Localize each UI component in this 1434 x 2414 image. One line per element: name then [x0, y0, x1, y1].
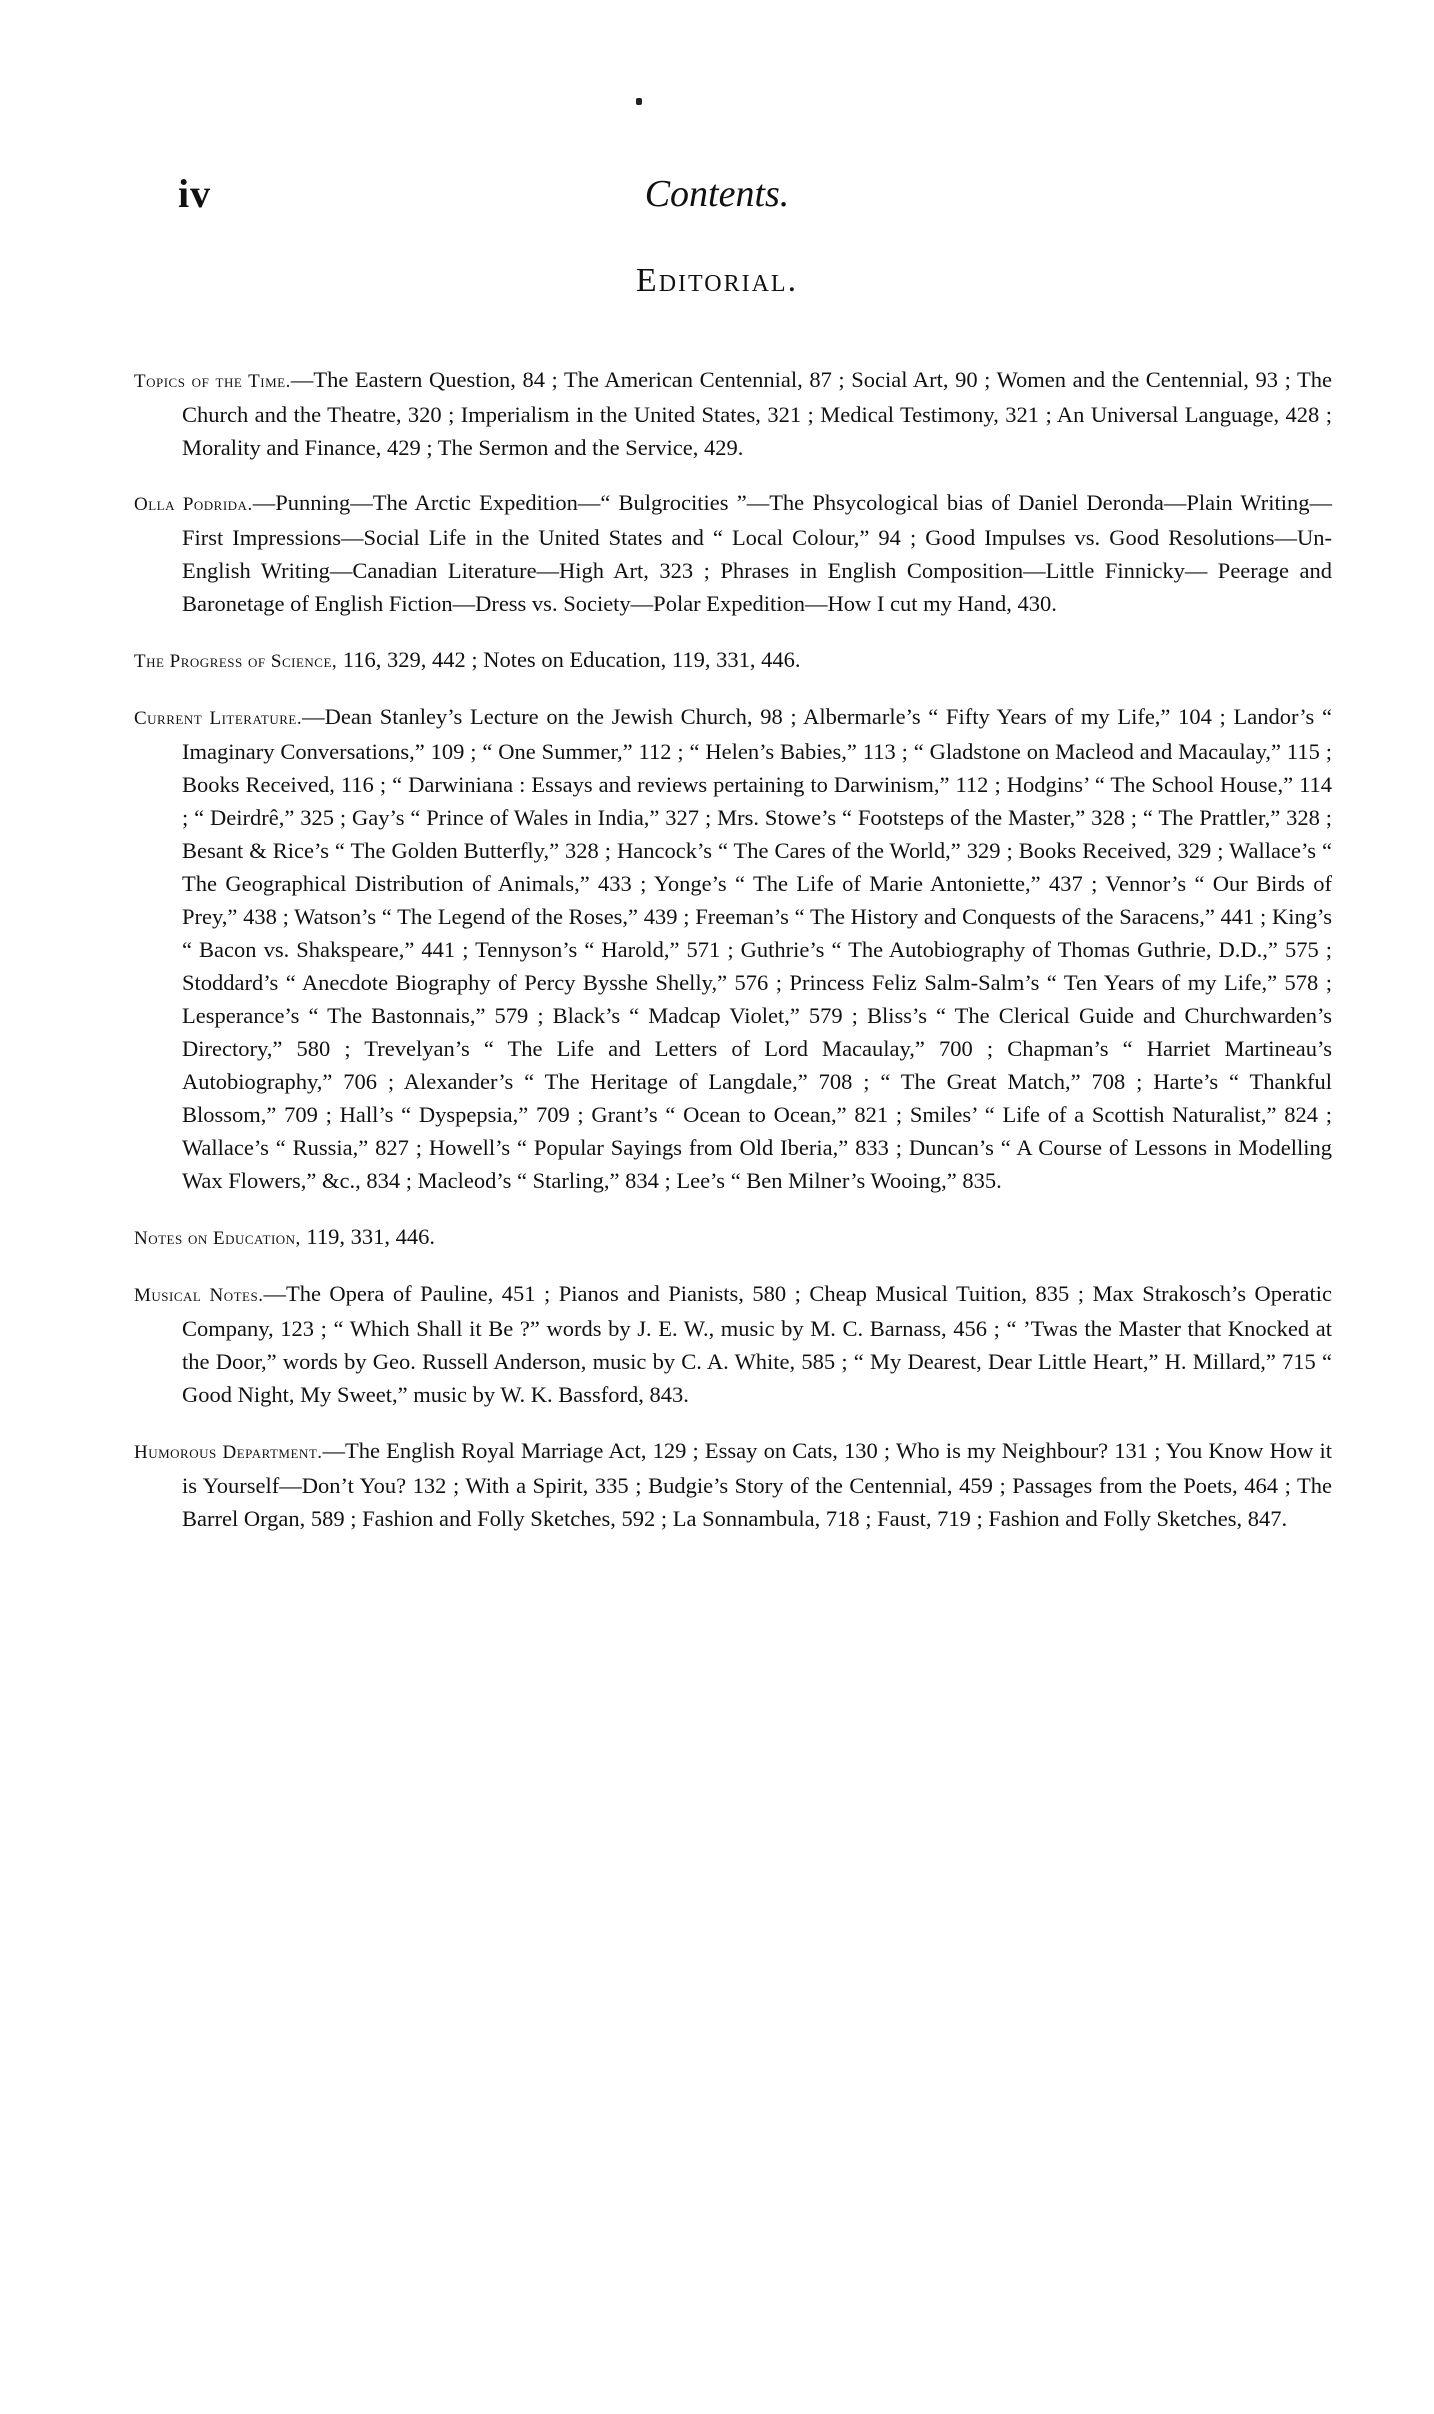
- entry-text: —The English Royal Marriage Act, 129 ; Essay on Cats, 130 ; Who is my Neighbour? 131 ; You Know How it is Yourself—Don’t You? 132 ; With a Spirit, 335 ; Budgie’s Story of the Centennial, 459 ; Passages from the Poets, 464 ; The Barrel Organ, 589 ; Fashion and Folly Sketches, 592 ; La Sonnambula, 718 ; Faust, 719 ; Fashion and Folly Sketches, 847.: [182, 1437, 1332, 1531]
- entry-text: —Dean Stanley’s Lecture on the Jewish Church, 98 ; Albermarle’s “ Fifty Years of my Life,” 104 ; Landor’s “ Imaginary Conversations,” 109 ; “ One Summer,” 112 ; “ Helen’s Babies,” 113 ; “ Gladstone on Macleod and Macaulay,” 115 ; Books Received, 116 ; “ Darwiniana : Essays and reviews pertaining to Darwinism,” 112 ; Hodgins’ “ The School House,” 114 ; “ Deirdrê,” 325 ; Gay’s “ Prince of Wales in India,” 327 ; Mrs. Stowe’s “ Footsteps of the Master,” 328 ; “ The Prattler,” 328 ; Besant & Rice’s “ The Golden Butterfly,” 328 ; Hancock’s “ The Cares of the World,” 329 ; Books Received, 329 ; Wallace’s “ The Geographical Distribution of Animals,” 433 ; Yonge’s “ The Life of Marie Antoniette,” 437 ; Vennor’s “ Our Birds of Prey,” 438 ; Watson’s “ The Legend of the Roses,” 439 ; Freeman’s “ The History and Conquests of the Saracens,” 441 ; King’s “ Bacon vs. Shakspeare,” 441 ; Tennyson’s “ Harold,” 571 ; Guthrie’s “ The Autobiography of Thomas Guthrie, D.D.,” 575 ; Stoddard’s “ Anecdote Biography of Percy Bysshe Shelly,” 576 ; Princess Feliz Salm-Salm’s “ Ten Years of my Life,” 578 ; Lesperance’s “ The Bastonnais,” 579 ; Black’s “ Madcap Violet,” 579 ; Bliss’s “ The Clerical Guide and Churchwarden’s Directory,” 580 ; Trevelyan’s “ The Life and Letters of Lord Macaulay,” 700 ; Chapman’s “ Harriet Martineau’s Autobiography,” 706 ; Alexander’s “ The Heritage of Langdale,” 708 ; “ The Great Match,” 708 ; Harte’s “ Thankful Blossom,” 709 ; Hall’s “ Dyspepsia,” 709 ; Grant’s “ Ocean to Ocean,” 821 ; Smiles’ “ Life of a Scottish Naturalist,” 824 ; Wallace’s “ Russia,” 827 ; Howell’s “ Popular Sayings from Old Iberia,” 833 ; Duncan’s “ A Course of Lessons in Modelling Wax Flowers,” &c., 834 ; Macleod’s “ Starling,” 834 ; Lee’s “ Ben Milner’s Wooing,” 835.: [182, 704, 1332, 1193]
- entry-heading: Olla Podrida.: [134, 494, 253, 515]
- entry-text: —The Opera of Pauline, 451 ; Pianos and Pianists, 580 ; Cheap Musical Tuition, 835 ; Max Strakosch’s Operatic Company, 123 ; “ Which Shall it Be ?” words by J. E. W., music by M. C. Barnass, 456 ; “ ’Twas the Master that Knocked at the Door,” words by Geo. Russell Anderson, music by C. A. White, 585 ; “ My Dearest, Dear Little Heart,” H. Millard,” 715 “ Good Night, My Sweet,” music by W. K. Bassford, 843.: [182, 1281, 1333, 1407]
- entry-heading: Musical Notes.: [134, 1285, 264, 1306]
- entry-text: —Punning—The Arctic Expedition—“ Bulgrocities ”—The Phsycological bias of Daniel Deronda—Plain Writing—First Impressions—Social Life in the United States and “ Local Colour,” 94 ; Good Impulses vs. Good Resolutions—Un-English Writing—Canadian Literature—High Art, 323 ; Phrases in English Composition—Little Finnicky— Peerage and Baronetage of English Fiction—Dress vs. Society—Polar Expedition—How I cut my Hand, 430.: [182, 490, 1332, 616]
- entry-heading: Humorous Department.: [134, 1441, 323, 1463]
- section-heading: Editorial.: [635, 262, 799, 299]
- entry-heading: Topics of the Time.: [134, 370, 291, 392]
- contents-entry-olla-podrida: [134, 486, 1332, 620]
- entry-text: 119, 331, 446.: [300, 1223, 435, 1249]
- entry-text: —The Eastern Question, 84 ; The American Centennial, 87 ; Social Art, 90 ; Women and the Centennial, 93 ; The Church and the Theatre, 320 ; Imperialism in the United States, 321 ; Medical Testimony, 321 ; An Universal Language, 428 ; Morality and Finance, 429 ; The Sermon and the Service, 429.: [182, 366, 1333, 460]
- contents-entry-notes-on-education: [134, 1220, 1332, 1255]
- printing-mark: [636, 98, 642, 105]
- entry-heading: Current Literature.: [134, 708, 303, 729]
- running-title: Contents.: [644, 173, 790, 215]
- entry-text: 116, 329, 442 ; Notes on Education, 119, 331, 446.: [337, 646, 801, 672]
- page-number: iv: [178, 171, 212, 216]
- contents-entry-humorous-department: [134, 1434, 1332, 1535]
- entry-heading: Notes on Education,: [134, 1227, 301, 1249]
- contents-entry-musical-notes: [134, 1277, 1332, 1411]
- contents-entry-progress-of-science: [134, 643, 1332, 678]
- contents-list: [134, 340, 1332, 1544]
- contents-entry-topics-of-the-time: [134, 363, 1332, 464]
- contents-entry-current-literature: [134, 700, 1332, 1197]
- entry-heading: The Progress of Science,: [134, 650, 338, 672]
